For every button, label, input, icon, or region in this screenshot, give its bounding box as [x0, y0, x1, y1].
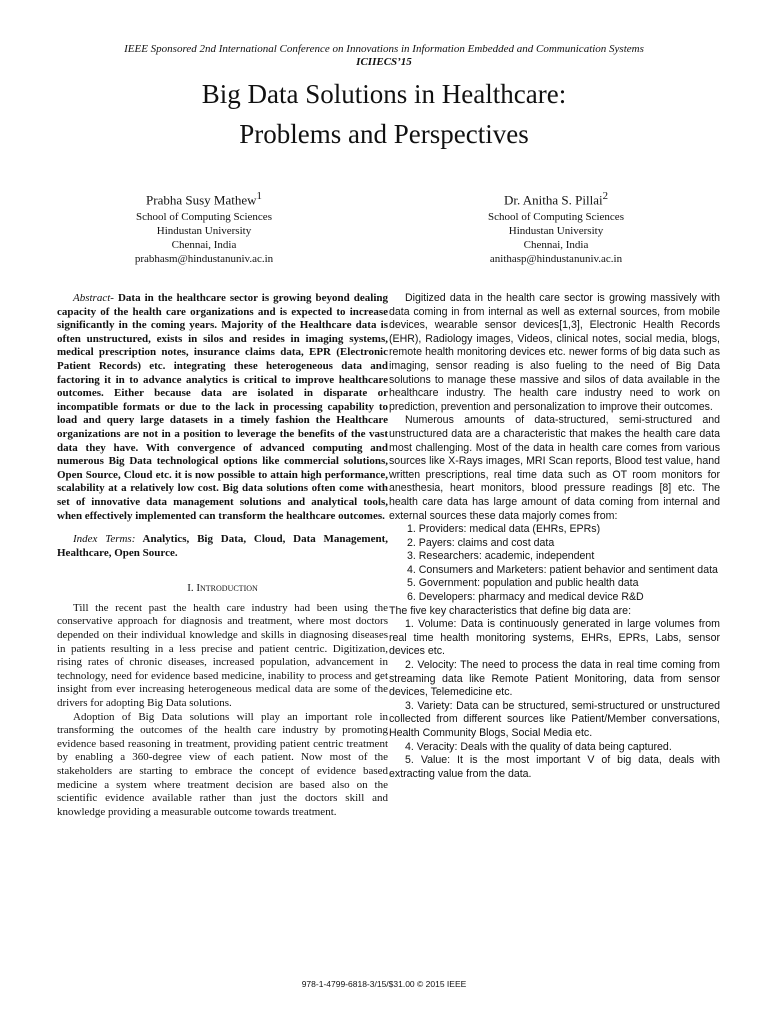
left-column [57, 292, 388, 819]
characteristics-intro: The five key characteristics that define big data are: [389, 604, 632, 617]
intro-paragraph-1: Till the recent past the health care industry had been using the conservative approach for diagnosis and treatment, where most doctors depended on their individual knowledge and skills in diagnosing diseases in patients resulting in a less precise and patient centric. Digitization, rising rates of chronic diseases, increased population, advancement in technology, need for evidence based medicine, inability to process and get insight from ever increasing heterogeneous medical data are some of the drivers for adopting Big Data solutions. [57, 601, 388, 710]
copyright-footer: 978-1-4799-6818-3/15/$31.00 © 2015 IEEE [301, 979, 467, 989]
characteristic-item: 5. Value: It is the most important V of big data, deals with extracting value from the data. [389, 754, 720, 780]
author-block-2 [436, 186, 676, 266]
author-univ-2: Hindustan University [508, 225, 604, 238]
list-item: 6. Developers: pharmacy and medical device R&D [407, 591, 644, 604]
characteristic-item: 4. Veracity: Deals with the quality of data being captured. [405, 740, 672, 753]
characteristic-item: 1. Volume: Data is continuously generated in large volumes from real time health monitoring systems, EHRs, EPRs, Labs, sensor devices etc. [389, 618, 720, 658]
conference-abbr: ICIIECS’15 [356, 56, 412, 68]
author-univ-1: Hindustan University [156, 225, 252, 238]
right-paragraph-1: Digitized data in the health care sector is growing massively with data coming in from internal as well as external sources, from mobile devices, wearable sensor devices[1,3], Electronic Health Records (EHR), Radiology images, Videos, clinical notes, social media, blogs, remote health monitoring devices etc. newer forms of big data such as imaging, sensor reading is also fueling to the need of Big Data solutions to manage these massive and silos of data available in the healthcare industry. The health care industry need to work on prediction, prevention and personalization to improve their outcomes. [389, 292, 720, 413]
list-item: 3. Researchers: academic, independent [407, 550, 595, 563]
data-sources-list [389, 523, 720, 605]
list-item: 1. Providers: medical data (EHRs, EPRs) [407, 523, 601, 536]
title-line-1: Big Data Solutions in Healthcare: [201, 79, 567, 109]
conference-name: IEEE Sponsored 2nd International Conference on Innovations in Information Embedded and Communication Systems [124, 43, 644, 55]
author-dept-2: School of Computing Sciences [488, 211, 624, 224]
author-block-1 [84, 186, 324, 266]
author-name-2: Dr. Anitha S. Pillai$^2$ [503, 190, 608, 208]
characteristic-item: 2. Velocity: The need to process the data in real time coming from streaming data like Remote Patient Monitoring, data from sensor devices, Telemedicine etc. [389, 659, 720, 699]
right-paragraph-2: Numerous amounts of data-structured, semi-structured and unstructured data are a characteristic that makes the health care data most challenging. Most of the data in health care comes from various sources like X-Rays images, MRI Scan reports, Blood test value, hand written prescriptions, real time data such as OT room monitors for anesthesia, heart monitors, blood pressure readings [8] etc. The health care data has large amount of data coming from internal and external sources these data majorly comes from: [389, 414, 720, 522]
paper-title [0, 74, 768, 154]
author-email-1: prabhasm@hindustanuniv.ac.in [134, 253, 274, 266]
right-column [389, 292, 720, 781]
intro-paragraph-2: Adoption of Big Data solutions will play an important role in transforming the outcomes of the health care industry by promoting evidence based reasoning in treatment, providing patient centric treatment by enabling a 360-degree view of each patient. Now most of the stakeholders are starting to embrace the concept of evidence based medicine a system where treatment decision are based also on the scientific evidence available rather than just the doctors skill and knowledge providing a measurable outcome towards treatment. [57, 710, 388, 818]
author-email-2: anithasp@hindustanuniv.ac.in [489, 253, 623, 266]
author-city-2: Chennai, India [523, 239, 589, 252]
section-heading-introduction: I. Introduction [187, 582, 258, 595]
author-name-1: Prabha Susy Mathew$^1$ [146, 190, 262, 208]
index-terms: Index Terms: Analytics, Big Data, Cloud, Data Management, Healthcare, Open Source. [57, 533, 388, 559]
conference-header [0, 43, 768, 69]
title-line-2: Problems and Perspectives [239, 119, 529, 149]
author-city-1: Chennai, India [171, 239, 237, 252]
list-item: 5. Government: population and public health data [407, 577, 639, 590]
characteristic-item: 3. Variety: Data can be structured, semi-structured or unstructured collected from different sources like Patient/Member conversations, Health Community Blogs, Social Media etc. [389, 699, 720, 739]
author-dept-1: School of Computing Sciences [136, 211, 272, 224]
list-item: 2. Payers: claims and cost data [407, 536, 555, 549]
list-item: 4. Consumers and Marketers: patient behavior and sentiment data [407, 563, 718, 576]
abstract: Abstract- Data in the healthcare sector is growing beyond dealing capacity of the health care organizations and is expected to increase significantly in the coming years. Majority of the Healthcare data is often unstructured, exists in silos and resides in imaging systems, medical prescription notes, insurance claims data, EPR (Electronic Patient Records) etc. integrating these heterogeneous data and factoring it in to advance analytics is critical to improve healthcare outcomes. Either because data are isolated in disparate or incompatible formats or due to the lack in processing capability to load and query large datasets in a timely fashion the Healthcare organizations are not in a position to leverage the benefits of the vast data they have. With convergence of advanced computing and numerous Big Data technological options like commercial solutions, Open Source, Cloud etc. it is now possible to attain high performance, scalability at a relatively low cost. Big data solutions often come with set of innovative data management solutions and analytical tools, when effectively implemented can transform the healthcare outcomes. [57, 292, 388, 522]
